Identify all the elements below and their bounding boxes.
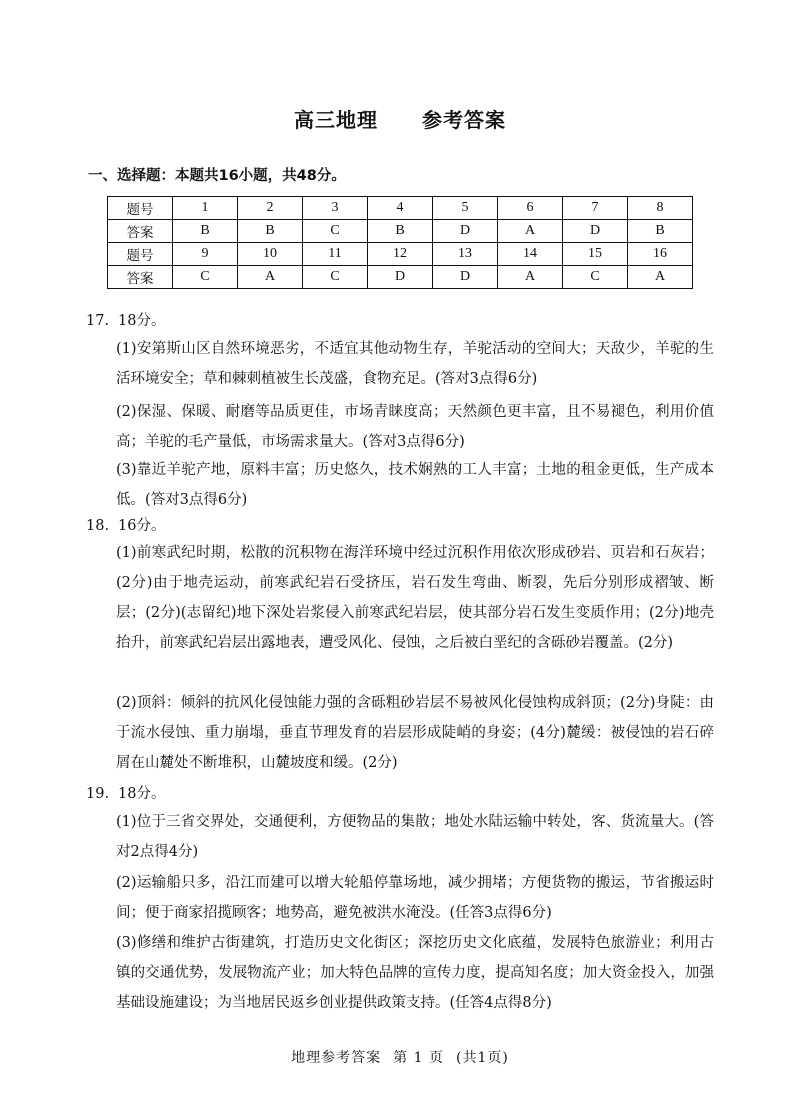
answer-table-row bbox=[108, 266, 693, 289]
answer-table-cell: 3 bbox=[303, 197, 368, 220]
answer-table-cell: 10 bbox=[238, 243, 303, 266]
answer-table-cell: 9 bbox=[173, 243, 238, 266]
q19-header bbox=[86, 782, 165, 803]
q18-score: 16分。 bbox=[118, 518, 166, 534]
answer-table-cell: 11 bbox=[303, 243, 368, 266]
answer-table-cell: 4 bbox=[368, 197, 433, 220]
answer-table-cell: 16 bbox=[628, 243, 693, 266]
answer-table-row bbox=[108, 197, 693, 220]
answer-table-cell: C bbox=[303, 266, 368, 289]
answer-table-cell: 7 bbox=[563, 197, 628, 220]
q17-score: 18分。 bbox=[118, 313, 166, 329]
answer-table-cell: C bbox=[303, 220, 368, 243]
answer-table-cell: D bbox=[563, 220, 628, 243]
footer-doc: 地理参考答案 bbox=[291, 1050, 382, 1066]
answer-table-row bbox=[108, 243, 693, 266]
answer-table-cell: C bbox=[563, 266, 628, 289]
answer-table-cell: 6 bbox=[498, 197, 563, 220]
section1-heading: 一、选择题：本题共16小题，共48分。 bbox=[88, 168, 346, 184]
q18-header bbox=[86, 514, 165, 535]
answer-table-row-label: 题号 bbox=[108, 197, 173, 220]
answer-table-cell: D bbox=[368, 266, 433, 289]
answer-table bbox=[107, 196, 693, 289]
answer-table-cell: B bbox=[173, 220, 238, 243]
answer-table-cell: A bbox=[628, 266, 693, 289]
answer-table-cell: C bbox=[173, 266, 238, 289]
q18-item-1: (1)前寒武纪时期，松散的沉积物在海洋环境中经过沉积作用依次形成砂岩、页岩和石灰岩；(2分)由于地壳运动，前寒武纪岩石受挤压，岩石发生弯曲、断裂，先后分别形成褶皱、断层；(2分)(志留纪)地下深处岩浆侵入前寒武纪岩层，使其部分岩石发生变质作用；(2分)地壳抬升，前寒武纪岩层出露地表，遭受风化、侵蚀，之后被白垩纪的含砾砂岩覆盖。(2分) bbox=[116, 545, 714, 651]
answer-table-cell: 15 bbox=[563, 243, 628, 266]
answer-table-cell: 14 bbox=[498, 243, 563, 266]
q17-number: 17. bbox=[86, 313, 110, 329]
answer-table-cell: B bbox=[368, 220, 433, 243]
q19-item-2: (2)运输船只多，沿江而建可以增大轮船停靠场地，减少拥堵；方便货物的搬运，节省搬运时间；便于商家招揽顾客；地势高，避免被洪水淹没。(任答3点得6分) bbox=[116, 875, 714, 921]
answer-table-cell: 8 bbox=[628, 197, 693, 220]
q18-number: 18. bbox=[86, 518, 110, 534]
title-subject: 高三地理 bbox=[294, 108, 378, 132]
answer-table-cell: A bbox=[238, 266, 303, 289]
q18-item-2: (2)顶斜：倾斜的抗风化侵蚀能力强的含砾粗砂岩层不易被风化侵蚀构成斜顶；(2分)身陡：由于流水侵蚀、重力崩塌，垂直节理发育的岩层形成陡峭的身姿；(4分)麓缓：被侵蚀的岩石碎屑在山麓处不断堆积，山麓坡度和缓。(2分) bbox=[116, 695, 714, 771]
page-title bbox=[0, 104, 800, 133]
q19-score: 18分。 bbox=[118, 786, 166, 802]
title-label: 参考答案 bbox=[422, 108, 506, 132]
q17-item-1: (1)安第斯山区自然环境恶劣，不适宜其他动物生存，羊驼活动的空间大；天敌少，羊驼的生活环境安全；草和棘刺植被生长茂盛，食物充足。(答对3点得6分) bbox=[116, 341, 714, 387]
footer-total: (共1页) bbox=[455, 1050, 509, 1066]
page-footer bbox=[0, 1047, 800, 1067]
q17-item-3: (3)靠近羊驼产地，原料丰富；历史悠久，技术娴熟的工人丰富；土地的租金更低，生产成本低。(答对3点得6分) bbox=[116, 462, 714, 508]
answer-table-cell: D bbox=[433, 220, 498, 243]
answer-table-cell: A bbox=[498, 266, 563, 289]
answer-table-cell: D bbox=[433, 266, 498, 289]
answer-table-cell: A bbox=[498, 220, 563, 243]
answer-table-cell: B bbox=[238, 220, 303, 243]
q17-header bbox=[86, 309, 165, 330]
answer-table-row-label: 答案 bbox=[108, 266, 173, 289]
q17-item-2: (2)保湿、保暖、耐磨等品质更佳，市场青睐度高；天然颜色更丰富，且不易褪色，利用价值高；羊驼的毛产量低，市场需求量大。(答对3点得6分) bbox=[116, 404, 714, 450]
answer-table-cell: B bbox=[628, 220, 693, 243]
q19-item-3: (3)修缮和维护古街建筑，打造历史文化街区；深挖历史文化底蕴，发展特色旅游业；利用古镇的交通优势，发展物流产业；加大特色品牌的宣传力度，提高知名度；加大资金投入，加强基础设施建设；为当地居民返乡创业提供政策支持。(任答4点得8分) bbox=[116, 935, 714, 1011]
q19-item-1: (1)位于三省交界处，交通便利，方便物品的集散；地处水陆运输中转处，客、货流量大。(答对2点得4分) bbox=[116, 814, 714, 860]
answer-table-row-label: 答案 bbox=[108, 220, 173, 243]
answer-table-cell: 13 bbox=[433, 243, 498, 266]
footer-page: 第 1 页 bbox=[393, 1050, 444, 1066]
answer-table-cell: 1 bbox=[173, 197, 238, 220]
answer-table-row-label: 题号 bbox=[108, 243, 173, 266]
answer-table-cell: 2 bbox=[238, 197, 303, 220]
answer-table-cell: 12 bbox=[368, 243, 433, 266]
answer-table-cell: 5 bbox=[433, 197, 498, 220]
answer-table-row bbox=[108, 220, 693, 243]
q19-number: 19. bbox=[86, 786, 110, 802]
